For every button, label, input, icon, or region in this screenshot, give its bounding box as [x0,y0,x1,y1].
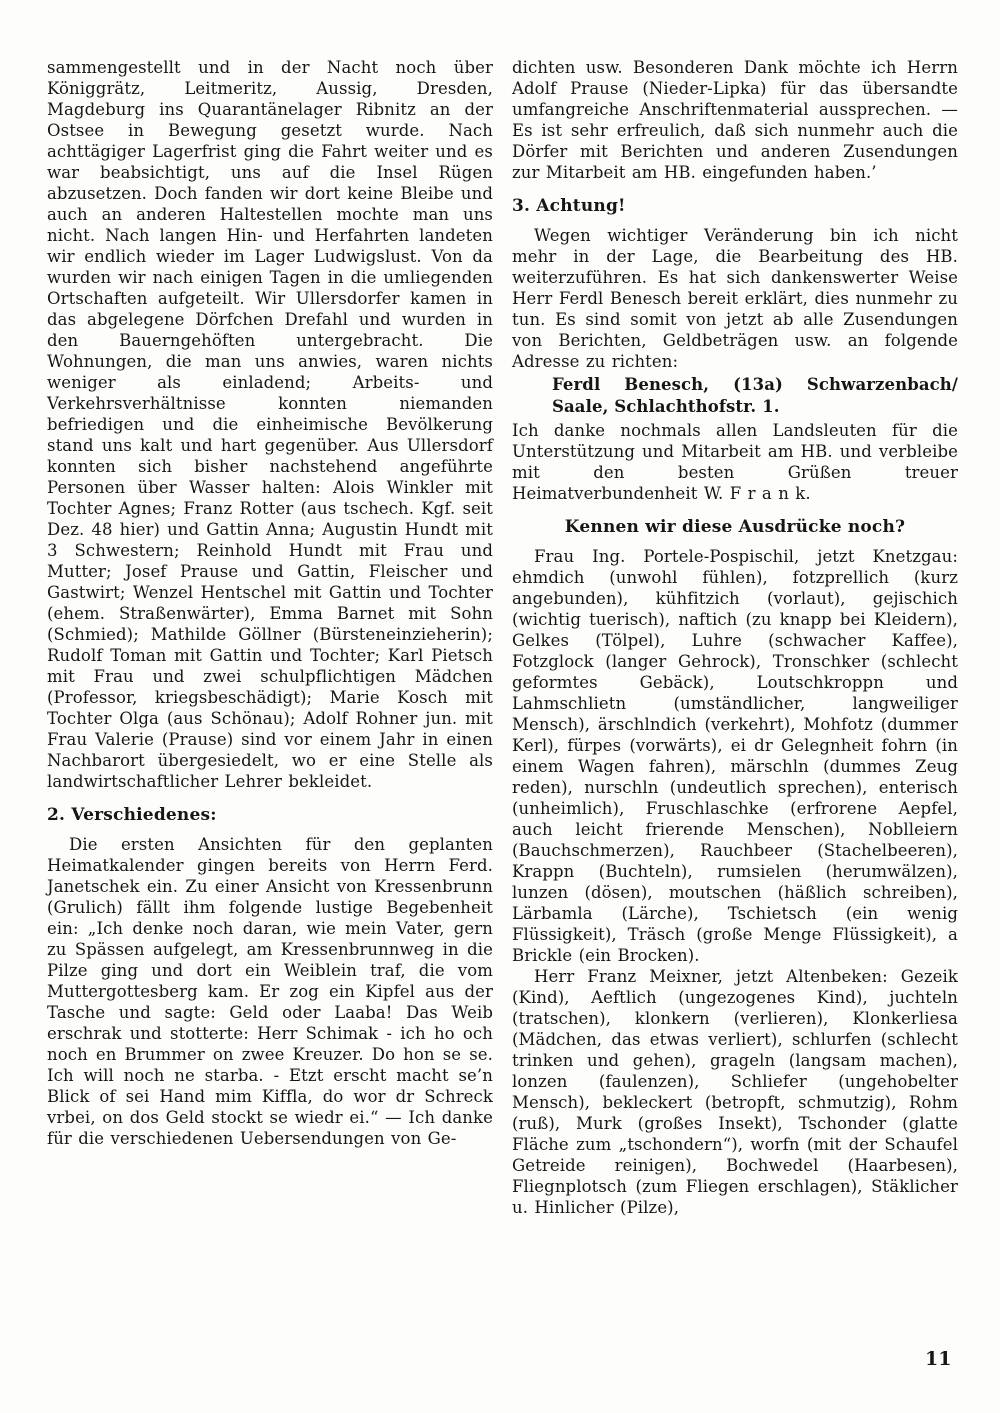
thanks-paragraph: Ich danke nochmals allen Landsleuten für die Unterstützung und Mitarbeit am HB. und verbleibe mit den besten Grüßen treuer Heimatverbundenheit W. F r a n k. [512,421,958,503]
continuation-paragraph: sammengestellt und in der Nacht noch über Königgrätz, Leitmeritz, Aussig, Dresden, Magdeburg ins Quarantänelager Ribnitz an der Ostsee in Bewegung gesetzt wurde. Nach achttägiger Lagerfrist ging die Fahrt weiter und es war beabsichtigt, uns auf die Insel Rügen abzusetzen. Doch fanden wir dort keine Bleibe und auch an anderen Haltestellen mochte man uns nicht. Nach langen Hin- und Herfahrten landeten wir endlich wieder im Lager Ludwigslust. Von da wurden wir nach einigen Tagen in die umliegenden Ortschaften aufgeteilt. Wir Ullersdorfer kamen in das abgelegene Dörfchen Drefahl und wurden in den Bauerngehöften untergebracht. Die Wohnungen, die man uns anwies, waren nichts weniger als einladend; Arbeits- und Verkehrsverhältnisse konnten niemanden befriedigen und die einheimische Bevölkerung stand uns kalt und hart gegenüber. Aus Ullersdorf konnten sich bisher nachstehend angeführte Personen über Wasser halten: Alois Winkler mit Tochter Agnes; Franz Rotter (aus tschech. Kgf. seit Dez. 48 hier) und Gattin Anna; Augustin Hundt mit 3 Schwestern; Reinhold Hundt mit Frau und Mutter; Josef Prause und Gattin, Fleischer und Gastwirt; Wenzel Hentschel mit Gattin und Tochter (ehem. Straßenwärter), Emma Barnet mit Sohn (Schmied); Mathilde Göllner (Bürsteneinzieherin); Rudolf Toman mit Gattin und Tochter; Karl Pietsch mit Frau und zwei schulpflichtigen Mädchen (Professor, kriegsbeschädigt); Marie Kosch mit Tochter Olga (aus Schönau); Adolf Rohner jun. mit Frau Valerie (Prause) sind vor einem Jahr in einen Nachbarort übergesiedelt, wo er eine Stelle als landwirtschaftlicher Lehrer bekleidet. [47,58,493,791]
section-heading-ausdruecke: Kennen wir diese Ausdrücke noch? [564,517,906,537]
verschiedenes-paragraph: Die ersten Ansichten für den geplanten Heimatkalender gingen bereits von Herrn Ferd. Janetschek ein. Zu einer Ansicht von Kressenbrunn (Grulich) fällt ihm folgende lustige Begebenheit ein: „Ich denke noch daran, wie mein Vater, gern zu Spässen aufgelegt, am Kressenbrunnweg in die Pilze ging und dort ein Weiblein traf, die vom Muttergottesberg kam. Er zog ein Kipfel aus der Tasche und sagte: Geld oder Laaba! Das Weib erschrak und stotterte: Herr Schimak - ich ho och noch en Brummer on zwee Kreuzer. Do hon se se. Ich will noch ne starba. - Etzt erscht macht se’n Blick of sei Hand mim Kiffla, do wor dr Schreck vrbei, on dos Geld stockt se wiedr ei.“ — Ich danke für die verschiedenen Uebersendungen von Ge- [47,835,493,1148]
page-number: 11 [925,1348,952,1370]
ausdruecke-paragraph-2: Herr Franz Meixner, jetzt Altenbeken: Gezeik (Kind), Aeftlich (ungezogenes Kind), juchteln (tratschen), klonkern (verlieren), Klonkerliesa (Mädchen, das etwas verliert), schlurfen (schlecht trinken und gehen), grageln (langsam machen), lonzen (faulenzen), Schliefer (ungehobelter Mensch), bekleckert (betropft, schmutzig), Rohm (ruß), Murk (großes Insekt), Tschonder (glatte Fläche zum „tschondern“), worfn (mit der Schaufel Getreide reinigen), Bochwedel (Haarbesen), Fliegnplotsch (zum Fliegen erschlagen), Stäklicher u. Hinlicher (Pilze), [512,967,958,1217]
section-heading-achtung: 3. Achtung! [512,196,626,216]
left-column [47,57,493,1218]
achtung-paragraph: Wegen wichtiger Veränderung bin ich nicht mehr in der Lage, die Bearbeitung des HB. weiterzuführen. Es hat sich dankenswerter Weise Herr Ferdl Benesch bereit erklärt, dies nunmehr zu tun. Es sind somit von jetzt ab alle Zusendungen von Berichten, Geldbeträgen usw. an folgende Adresse zu richten: [512,226,958,371]
two-column-text [47,57,1000,1218]
intro-paragraph: dichten usw. Besonderen Dank möchte ich Herrn Adolf Prause (Nieder-Lipka) für das übersandte umfangreiche Anschriftenmaterial aussprechen. — Es ist sehr erfreulich, daß sich nunmehr auch die Dörfer mit Berichten und anderen Zusendungen zur Mitarbeit am HB. eingefunden haben.’ [512,58,958,182]
address-line-2: Saale, Schlachthofstr. 1. [552,397,780,416]
right-column [512,57,958,1218]
address-line-1: Ferdl Benesch, (13a) Schwarzenbach/ [552,375,958,394]
ausdruecke-paragraph-1: Frau Ing. Portele-Pospischil, jetzt Knetzgau: ehmdich (unwohl fühlen), fotzprellich (kurz angebunden), kühfitzich (vorlaut), gejischich (wichtig tuerisch), naftich (zu knapp bei Kleidern), Gelkes (Tölpel), Luhre (schwacher Kaffee), Fotzglock (langer Gehrock), Tronschker (schlecht geformtes Gebäck), Loutschkroppn und Lahmschlietn (umständlicher, langweiliger Mensch), ärschlndich (verkehrt), Mohfotz (dummer Kerl), fürpes (vorwärts), ei dr Gelegnheit fohrn (in einem Wagen fahren), märschln (dummes Zeug reden), nurschln (undeutlich sprechen), enterisch (unheimlich), Fruschlaschke (erfrorene Aepfel, auch leicht frierende Menschen), Noblleiern (Bauchschmerzen), Rauchbeer (Stachelbeeren), Krappn (Buchteln), rumsielen (herumwälzen), lunzen (dösen), moutschen (häßlich schreiben), Lärbamla (Lärche), Tschietsch (ein wenig Flüssigkeit), Träsch (große Menge Flüssigkeit), a Brickle (ein Brocken). [512,547,958,965]
address-block [512,374,958,418]
section-heading-verschiedenes: 2. Verschiedenes: [47,805,217,825]
